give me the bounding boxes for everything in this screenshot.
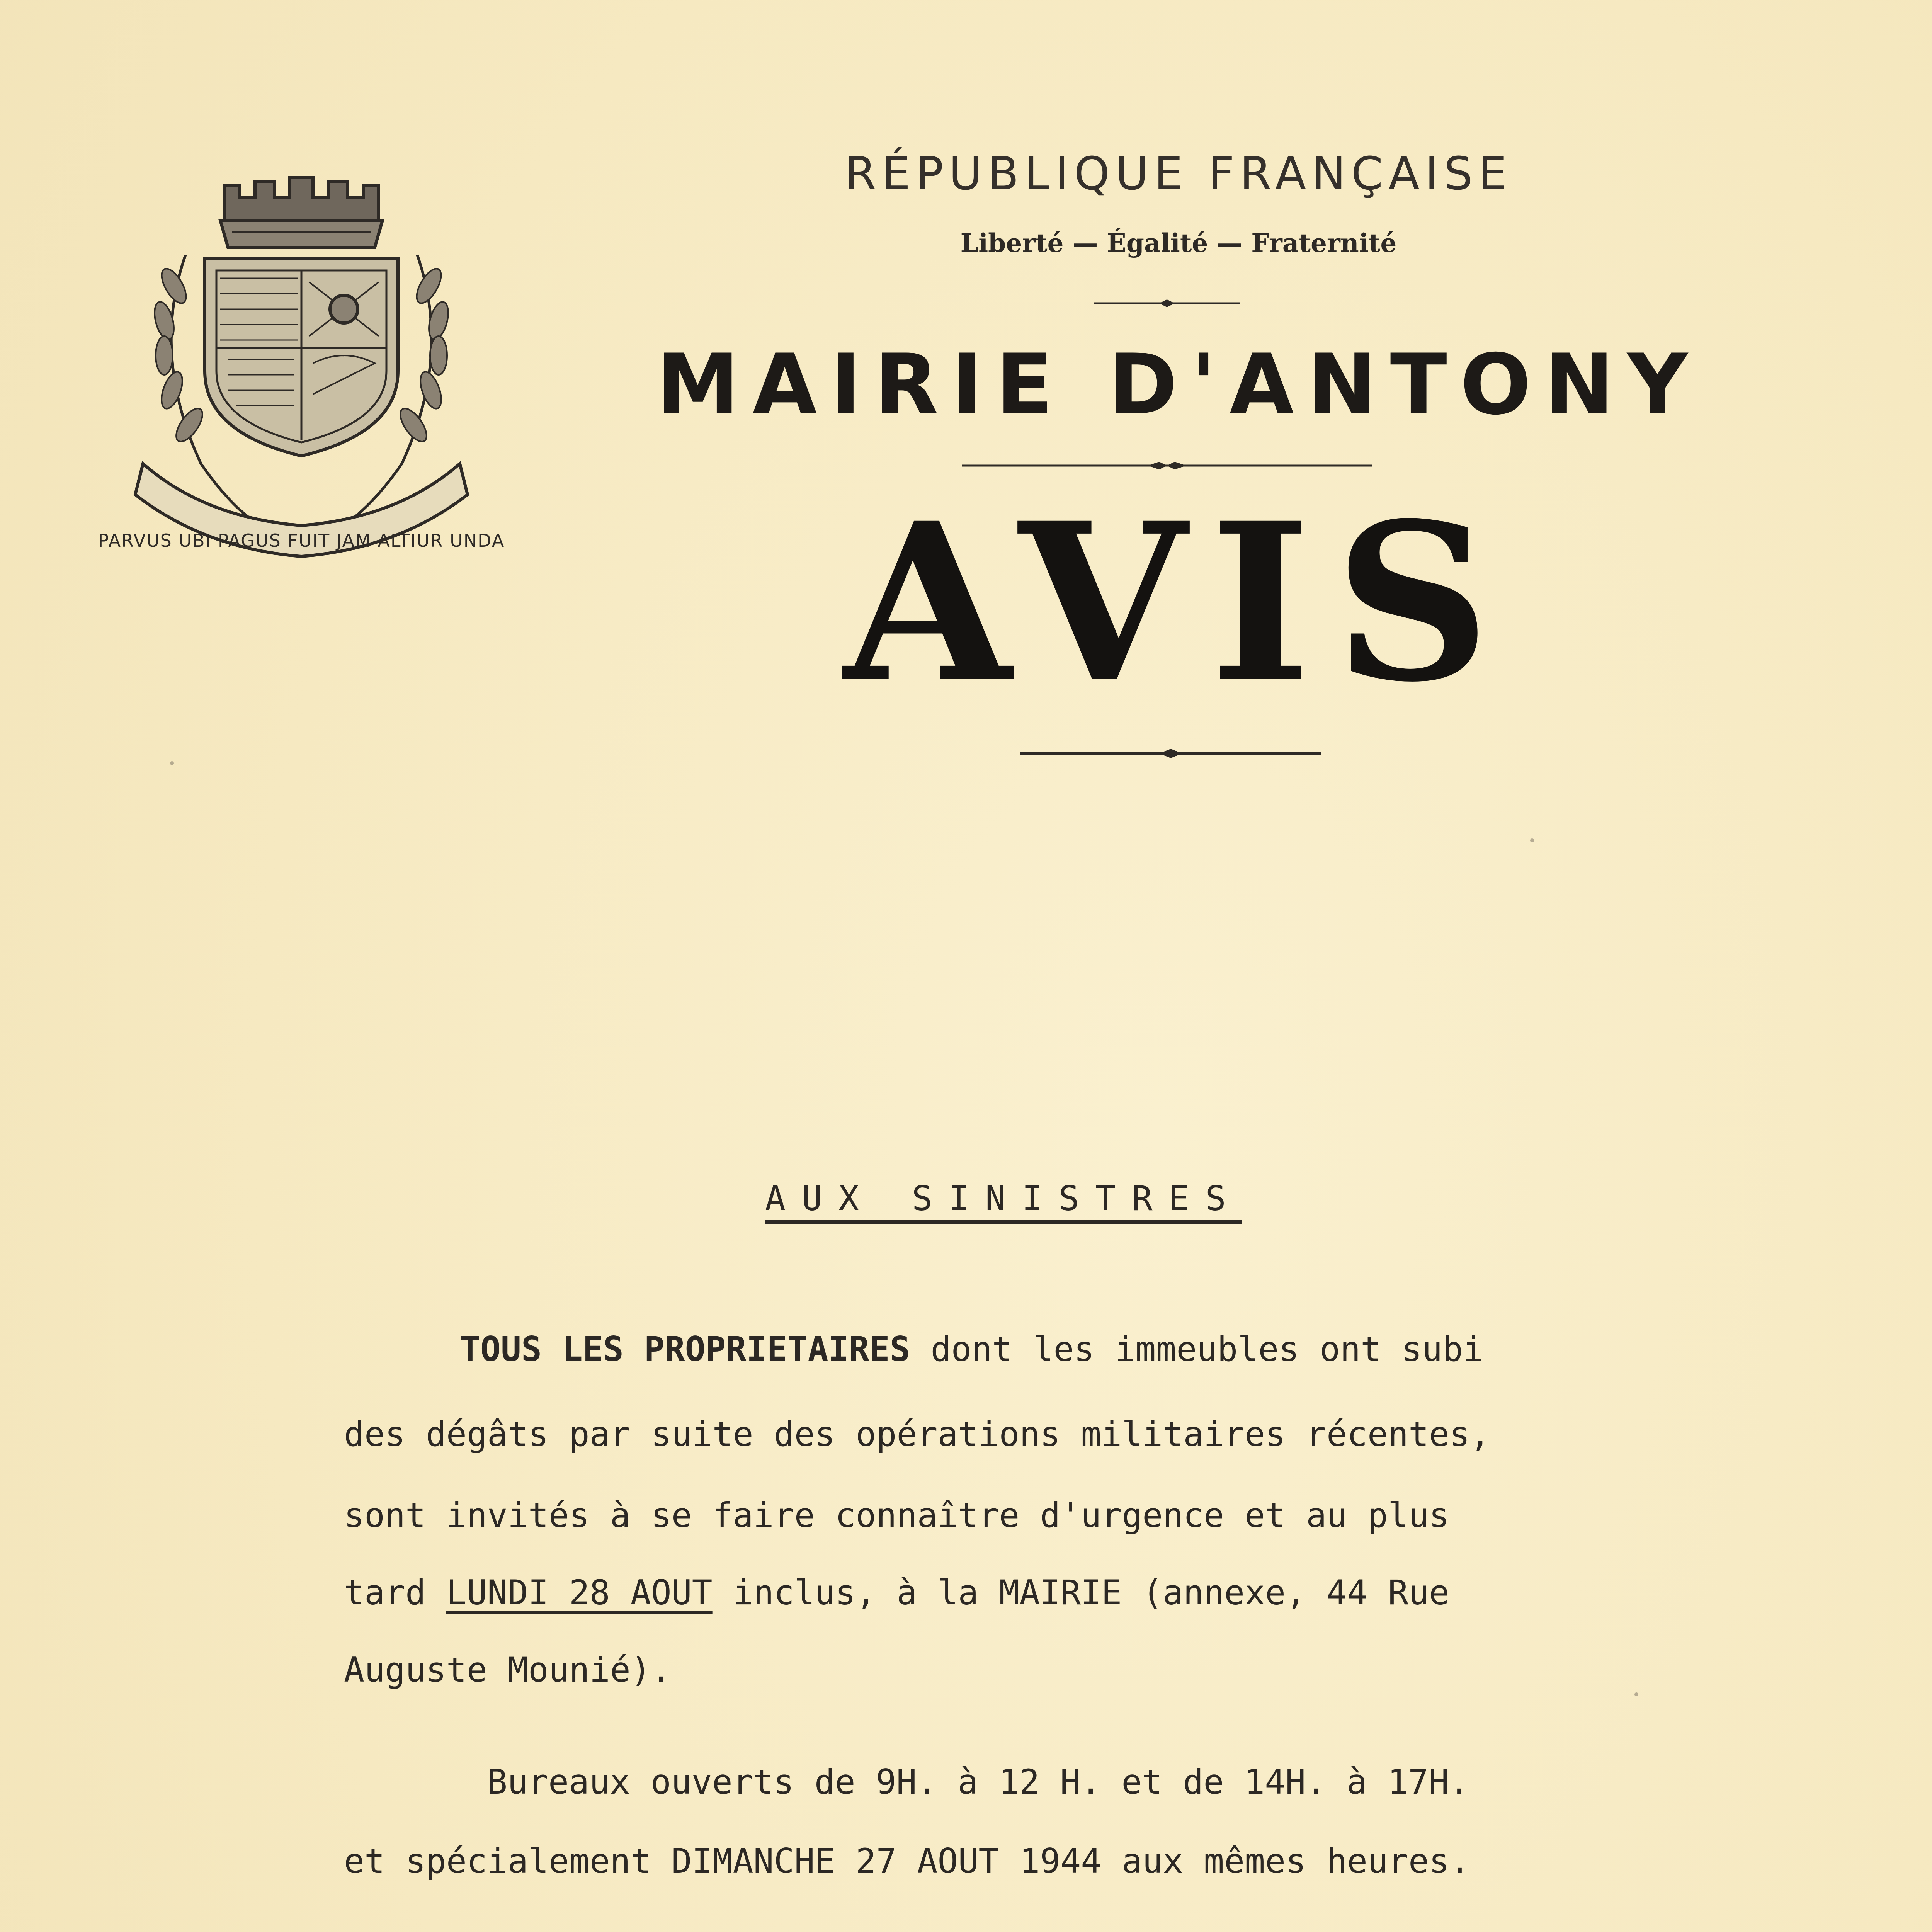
deadline-date: LUNDI 28 AOUT [446,1573,713,1612]
proprietaires-text: TOUS LES PROPRIETAIRES [460,1329,910,1369]
paragraph1-line4 [344,1573,1449,1612]
paragraph2-line2: et spécialement DIMANCHE 27 AOUT 1944 aux mêmes heures. [344,1841,1470,1881]
paragraph1-line1 [460,1329,1483,1369]
ornament-rule-bottom [1020,746,1321,761]
mairie-title: MAIRIE D'ANTONY [656,336,1701,433]
paragraph1-line1-rest: dont les immeubles ont subi [910,1329,1484,1369]
paragraph1-line2: des dégâts par suite des opérations militaires récentes, [344,1414,1490,1454]
paragraph1-line4-after: inclus, à la MAIRIE (annexe, 44 Rue [712,1573,1449,1612]
notice-heading: AUX SINISTRES [765,1179,1242,1218]
paragraph1-line4-before: tard [344,1573,446,1612]
paragraph1-line5: Auguste Mounié). [344,1650,672,1690]
paper-speck [170,761,174,765]
paragraph1-line3: sont invités à se faire connaître d'urgence et au plus [344,1495,1449,1535]
coat-of-arms-icon [98,170,505,587]
paper-speck [1530,838,1534,842]
paragraph2-line1: Bureaux ouverts de 9H. à 12 H. et de 14H. à 17H. [487,1762,1470,1802]
avis-title: AVIS [843,476,1514,730]
ornament-rule-top [1094,298,1240,309]
emblem-motto: PARVUS UBI PAGUS FUIT JAM ALTIUR UNDA [98,530,505,551]
paper-speck [1634,1692,1638,1696]
ornament-rule-middle [962,460,1372,471]
devise-line: Liberté — Égalité — Fraternité [960,228,1397,258]
republique-francaise-heading: RÉPUBLIQUE FRANÇAISE [844,147,1513,200]
